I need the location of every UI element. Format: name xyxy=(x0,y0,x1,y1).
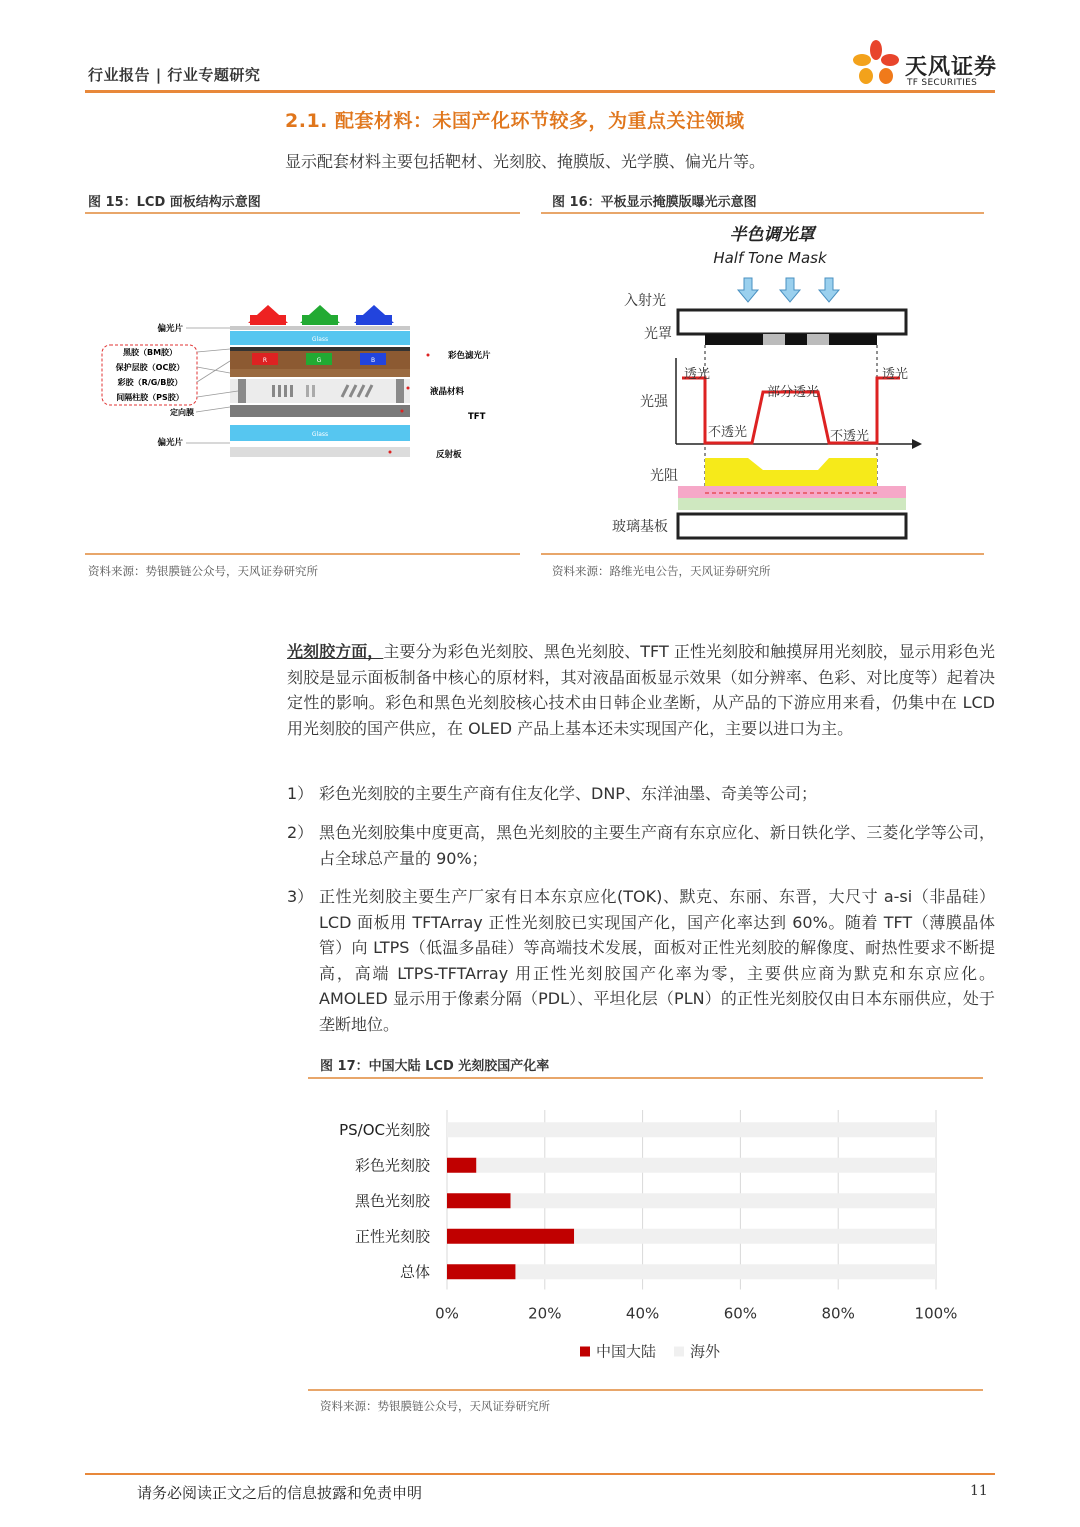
category-label: 总体 xyxy=(399,1262,430,1281)
label-incident: 入射光 xyxy=(624,293,666,309)
list-item xyxy=(287,820,995,872)
x-tick-label: 0% xyxy=(435,1304,459,1323)
glass-bottom-label: Glass xyxy=(311,431,329,438)
paragraph-body: 主要分为彩色光刻胶、黑色光刻胶、TFT 正性光刻胶和触摸屏用光刻胶，显示用彩色光刻胶是显示面板制备中核心的原材料，其对液晶面板显示效果（如分辨率、色彩、对比度等）起着决定性的影响。彩色和黑色光刻胶核心技术由日韩企业垄断，从产品的下游应用来看，仍集中在 LCD 用光刻胶的国产供应，在 OLED 产品上基本还未实现国产化，主要以进口为主。 xyxy=(287,642,995,738)
category-label: 正性光刻胶 xyxy=(354,1227,430,1246)
mask-title-en: Half Tone Mask xyxy=(713,249,827,267)
legend-label: 海外 xyxy=(690,1342,721,1361)
list-item-text: 彩色光刻胶的主要生产商有住友化学、DNP、东洋油墨、奇美等公司； xyxy=(319,784,817,803)
figure17-title: 图 17：中国大陆 LCD 光刻胶国产化率 xyxy=(320,1059,550,1074)
glass-top-label: Glass xyxy=(311,336,329,343)
r-label: R xyxy=(262,357,268,364)
photoresist-paragraph xyxy=(287,639,995,741)
label-transmit-left: 透光 xyxy=(684,367,711,382)
label-partial: 部分透光 xyxy=(767,385,820,400)
x-tick-label: 20% xyxy=(528,1304,562,1323)
label-rgb: 彩胶（R/G/B胶） xyxy=(117,378,183,387)
label-opaque-right: 不透光 xyxy=(830,429,870,444)
figure16-top-rule xyxy=(541,212,984,214)
localization-rate-chart xyxy=(310,1095,980,1375)
bar-overseas xyxy=(574,1229,936,1244)
bar-domestic xyxy=(447,1264,515,1279)
bar-domestic xyxy=(447,1158,476,1173)
lcd-structure-svg xyxy=(100,295,510,475)
label-resist: 光阻 xyxy=(650,468,678,484)
list-item xyxy=(287,781,995,807)
label-substrate: 玻璃基板 xyxy=(612,519,668,535)
figure16-title: 图 16：平板显示掩膜版曝光示意图 xyxy=(552,195,757,210)
figure17-bottom-rule xyxy=(308,1389,983,1391)
bar-overseas xyxy=(515,1264,936,1279)
list-item-text: 黑色光刻胶集中度更高，黑色光刻胶的主要生产商有东京应化、新日铁化学、三菱化学等公司，占全球总产量的 90%； xyxy=(319,823,995,868)
bar-domestic xyxy=(447,1193,511,1208)
label-oc: 保护层胶（OC胶） xyxy=(115,363,185,372)
label-bm: 黑胶（BM胶） xyxy=(122,348,178,357)
halftone-mask-diagram xyxy=(600,218,930,548)
label-mask: 光罩 xyxy=(644,326,672,342)
figure15-title: 图 15：LCD 面板结构示意图 xyxy=(88,195,261,210)
list-item-text: 正性光刻胶主要生产厂家有日本东京应化(TOK)、默克、东丽、东晋，大尺寸 a-si（非晶硅）LCD 面板用 TFTArray 正性光刻胶已实现国产化，国产化率达到 60%。随着 TFT（薄膜晶体管）向 LTPS（低温多晶硅）等高端技术发展，面板对正性光刻胶的解像度、耐热性要求不断提高，高端 LTPS-TFTArray 用正性光刻胶国产化率为零，主要供应商为默克和东京应化。AMOLED 显示用于像素分隔（PDL）、平坦化层（PLN）的正性光刻胶仅由日本东丽供应，处于垄断地位。 xyxy=(319,887,995,1034)
list-item xyxy=(287,884,995,1038)
logo-text-en: TF SECURITIES xyxy=(907,78,978,88)
section-title: 2.1. 配套材料：未国产化环节较多，为重点关注领域 xyxy=(285,110,745,132)
figure15-source: 资料来源：势银膜链公众号，天风证券研究所 xyxy=(88,564,318,578)
label-polarizer-top: 偏光片 xyxy=(157,324,183,334)
bar-overseas xyxy=(511,1193,936,1208)
company-logo xyxy=(848,38,908,90)
category-label: PS/OC光刻胶 xyxy=(339,1120,430,1139)
lcd-panel-diagram xyxy=(100,295,510,475)
header-rule xyxy=(85,90,995,93)
paragraph-lead: 光刻胶方面， xyxy=(287,642,384,661)
label-intensity: 光强 xyxy=(640,394,668,410)
logo-text-cn: 天风证券 xyxy=(905,55,998,80)
mask-title-cn: 半色调光罩 xyxy=(729,225,815,245)
figure15-top-rule xyxy=(85,212,520,214)
legend-swatch xyxy=(674,1347,684,1357)
category-label: 黑色光刻胶 xyxy=(354,1191,430,1210)
figure16-source: 资料来源：路维光电公告，天风证券研究所 xyxy=(552,564,771,578)
report-category: 行业报告 | 行业专题研究 xyxy=(88,66,261,84)
figure17-source: 资料来源：势银膜链公众号，天风证券研究所 xyxy=(320,1399,550,1413)
footer-disclaimer: 请务必阅读正文之后的信息披露和免责申明 xyxy=(137,1484,423,1502)
label-reflector: 反射板 xyxy=(436,450,462,460)
category-label: 彩色光刻胶 xyxy=(354,1156,430,1175)
halftone-mask-svg xyxy=(600,218,930,548)
bar-chart-svg xyxy=(310,1095,980,1375)
figure17-top-rule xyxy=(308,1077,983,1079)
figure16-bottom-rule xyxy=(541,553,984,555)
label-lc: 液晶材料 xyxy=(430,387,465,397)
label-tft: TFT xyxy=(468,412,486,422)
legend-swatch xyxy=(580,1347,590,1357)
label-opaque-left: 不透光 xyxy=(708,425,748,440)
x-tick-label: 80% xyxy=(821,1304,855,1323)
g-label: G xyxy=(316,357,322,364)
footer-rule xyxy=(85,1473,995,1475)
list-item-number: 3） xyxy=(287,887,314,906)
x-tick-label: 60% xyxy=(723,1304,758,1323)
bar-overseas xyxy=(476,1158,936,1173)
x-tick-label: 100% xyxy=(914,1304,958,1323)
label-ps: 间隔柱胶（PS胶） xyxy=(116,393,184,402)
bar-overseas xyxy=(447,1122,936,1137)
figure15-bottom-rule xyxy=(85,553,520,555)
legend-label: 中国大陆 xyxy=(596,1342,657,1361)
list-item-number: 2） xyxy=(287,823,314,842)
section-intro: 显示配套材料主要包括靶材、光刻胶、掩膜版、光学膜、偏光片等。 xyxy=(285,152,766,171)
b-label: B xyxy=(370,357,376,364)
bar-domestic xyxy=(447,1229,574,1244)
label-align: 定向膜 xyxy=(170,408,194,417)
list-item-number: 1） xyxy=(287,784,314,803)
label-polarizer-bottom: 偏光片 xyxy=(157,438,183,448)
label-color-filter: 彩色滤光片 xyxy=(448,351,491,361)
page-number: 11 xyxy=(970,1483,988,1499)
label-transmit-right: 透光 xyxy=(882,367,909,382)
logo-flower-icon xyxy=(848,38,908,90)
x-tick-label: 40% xyxy=(625,1304,660,1323)
